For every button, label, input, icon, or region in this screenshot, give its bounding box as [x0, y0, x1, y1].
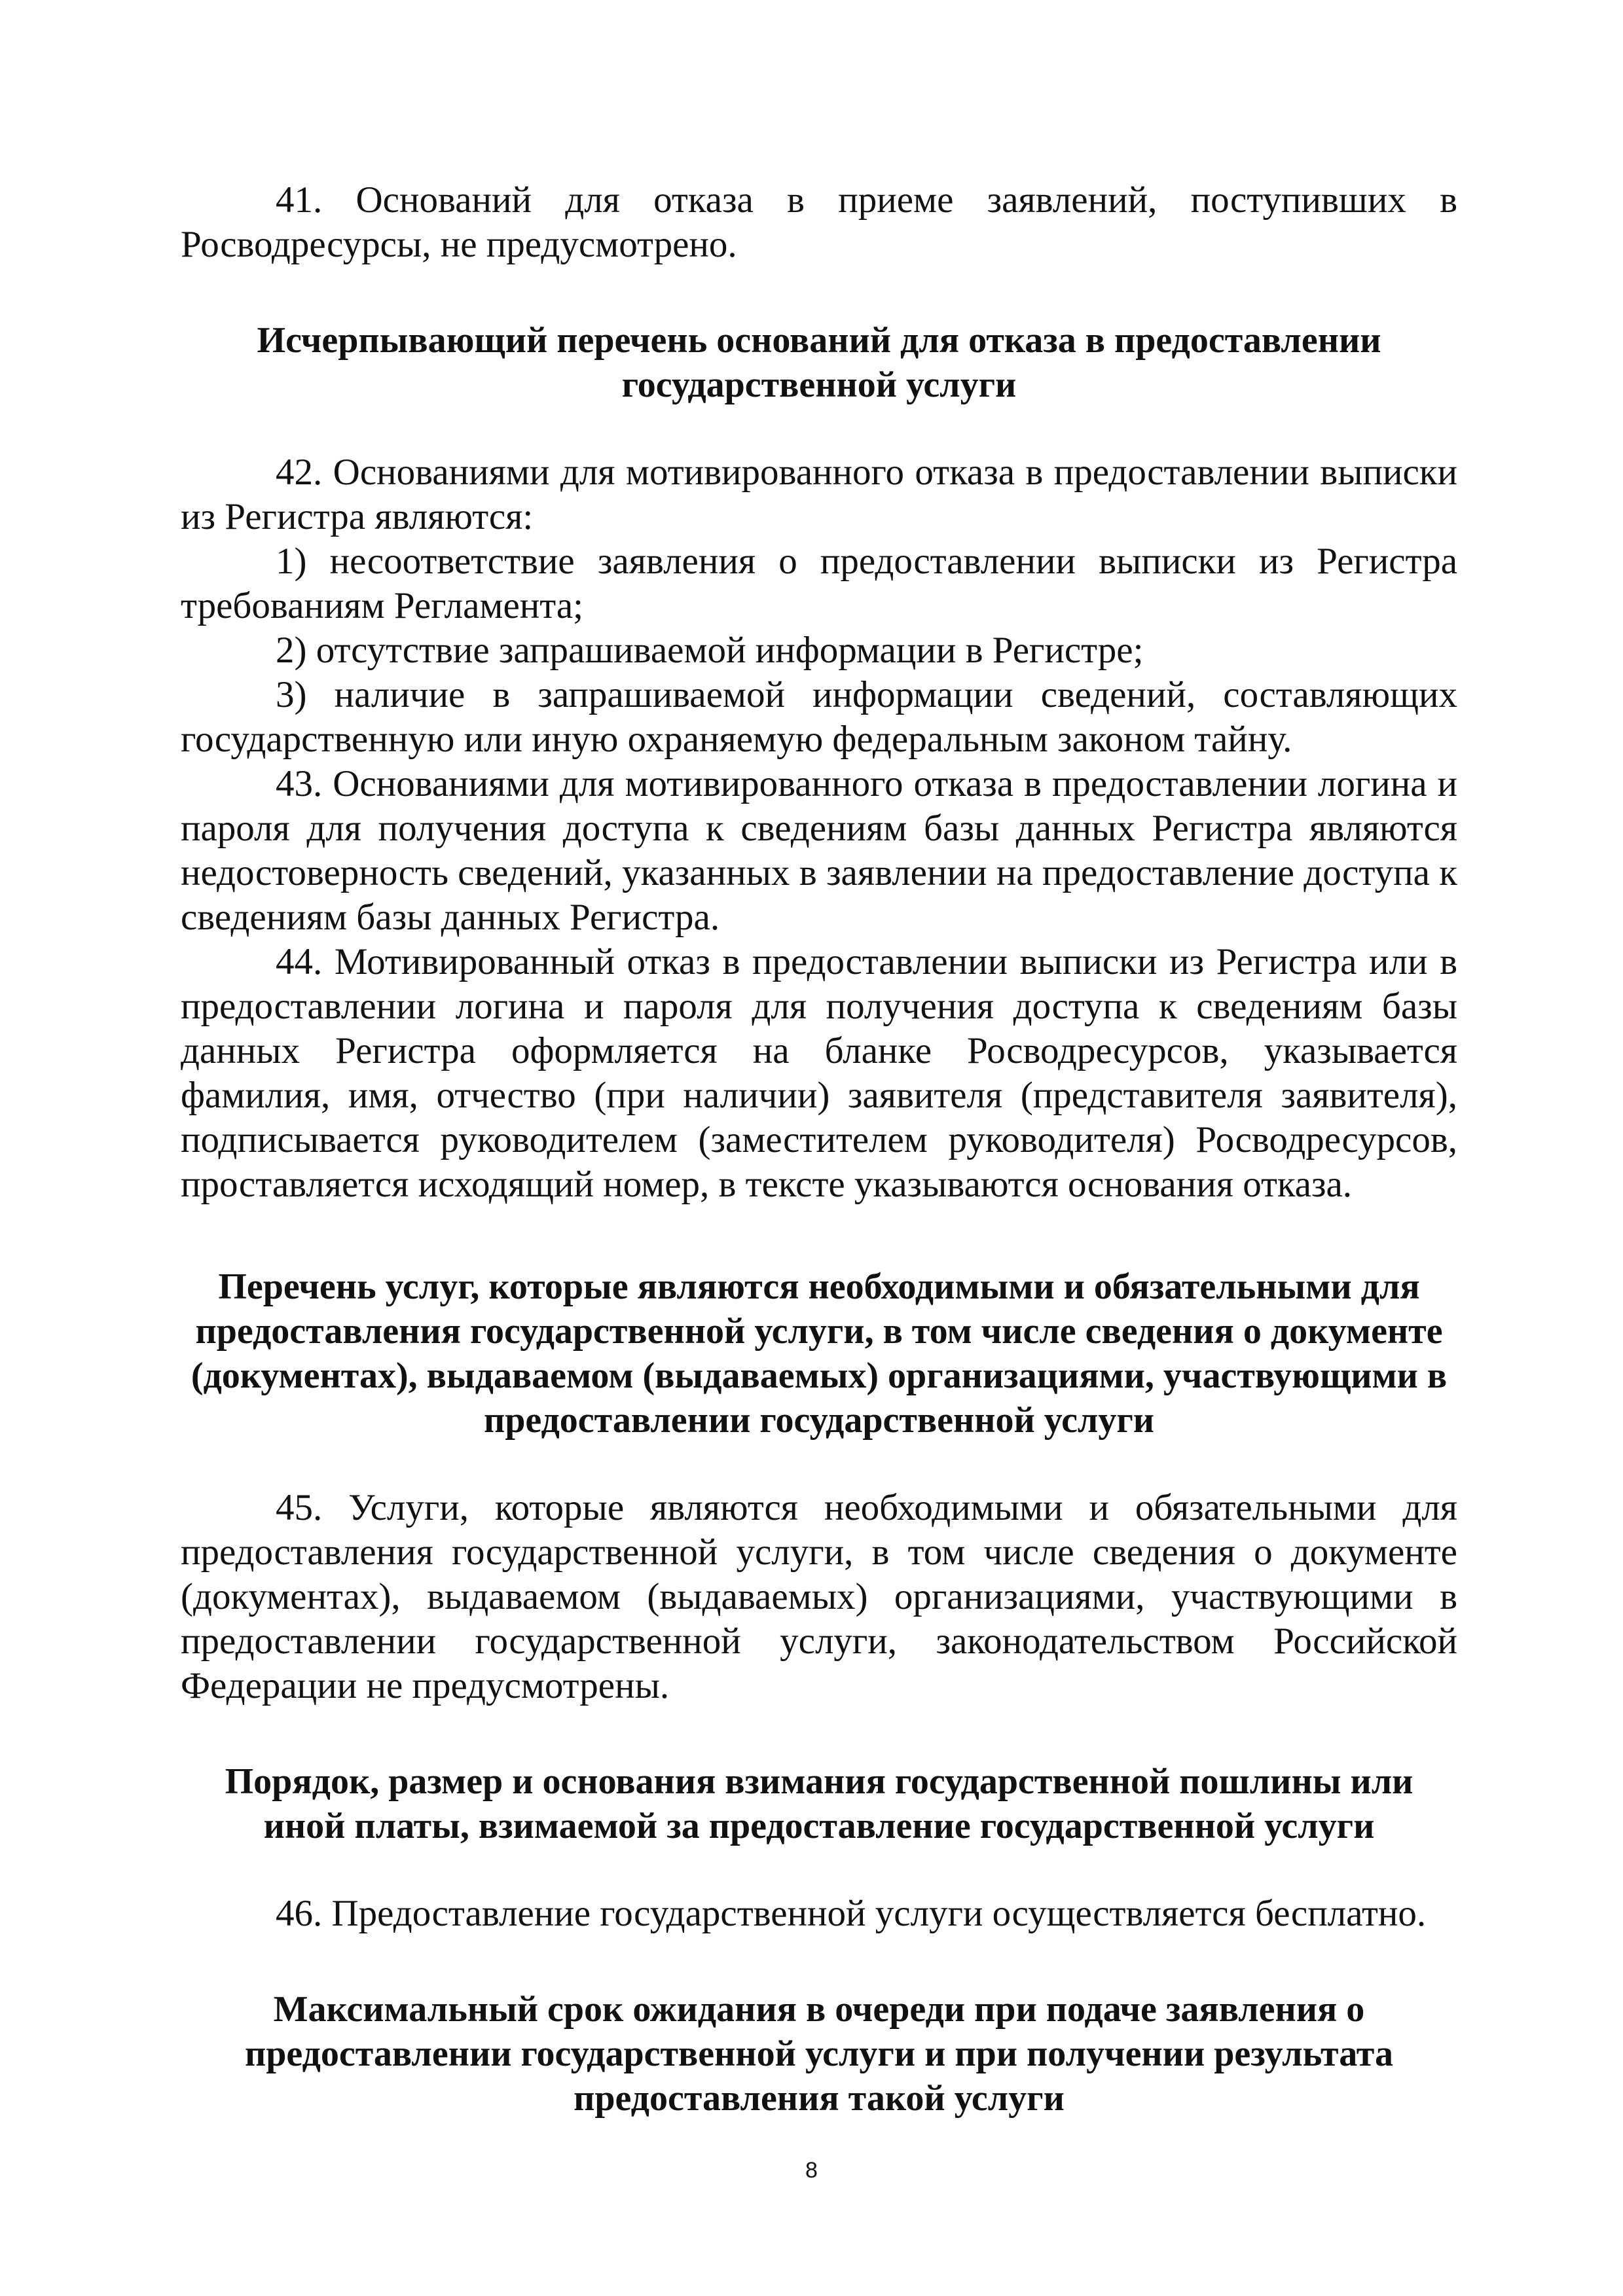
list-item-42-3: 3) наличие в запрашиваемой информации сведений, составляющих государственную или иную охраняемую федеральным законом тайну. — [181, 674, 1457, 760]
section-heading-required-services: Перечень услуг, которые являются необходимыми и обязательными для предоставления государственной услуги, в том числе сведения о документе (документах), выдаваемом (выдаваемых) организациями, участвующими в предоставлении государственной услуги — [191, 1266, 1448, 1441]
page-number: 8 — [805, 2158, 818, 2183]
paragraph-41: 41. Оснований для отказа в приеме заявлений, поступивших в Росводресурсы, не предусмотрено. — [181, 179, 1457, 265]
paragraph-45: 45. Услуги, которые являются необходимыми и обязательными для предоставления государственной услуги, в том числе сведения о документе (документах), выдаваемом (выдаваемых) организациями, участвующими в предоставлении государственной услуги, законодательством Российской Федерации не предусмотрены. — [181, 1487, 1457, 1706]
paragraph-44: 44. Мотивированный отказ в предоставлении выписки из Регистра или в предоставлении логина и пароля для получения доступа к сведениям базы данных Регистра оформляется на бланке Росводресурсов, указывается фамилия, имя, отчество (при наличии) заявителя (представителя заявителя), подписывается руководителем (заместителем руководителя) Росводресурсов, проставляется исходящий номер, в тексте указываются основания отказа. — [181, 941, 1457, 1205]
paragraph-46: 46. Предоставление государственной услуги осуществляется бесплатно. — [276, 1893, 1427, 1934]
section-heading-refusal-grounds: Исчерпывающий перечень оснований для отказа в предоставлении государственной услуги — [257, 320, 1381, 405]
section-heading-state-fee: Порядок, размер и основания взимания государственной пошлины или иной платы, взимаемой за предоставление государственной услуги — [225, 1761, 1413, 1846]
paragraph-43: 43. Основаниями для мотивированного отказа в предоставлении логина и пароля для получения доступа к сведениям базы данных Регистра являются недостоверность сведений, указанных в заявлении на предоставление доступа к сведениям базы данных Регистра. — [181, 763, 1457, 938]
section-heading-max-waiting-time: Максимальный срок ожидания в очереди при подаче заявления о предоставлении государственной услуги и при получении результата предоставления такой услуги — [245, 1989, 1393, 2119]
list-item-42-1: 1) несоответствие заявления о предоставлении выписки из Регистра требованиям Регламента; — [181, 541, 1457, 626]
paragraph-42: 42. Основаниями для мотивированного отказа в предоставлении выписки из Регистра являются: — [181, 452, 1457, 537]
list-item-42-2: 2) отсутствие запрашиваемой информации в Регистре; — [276, 630, 1144, 671]
page-content — [181, 178, 1457, 2121]
